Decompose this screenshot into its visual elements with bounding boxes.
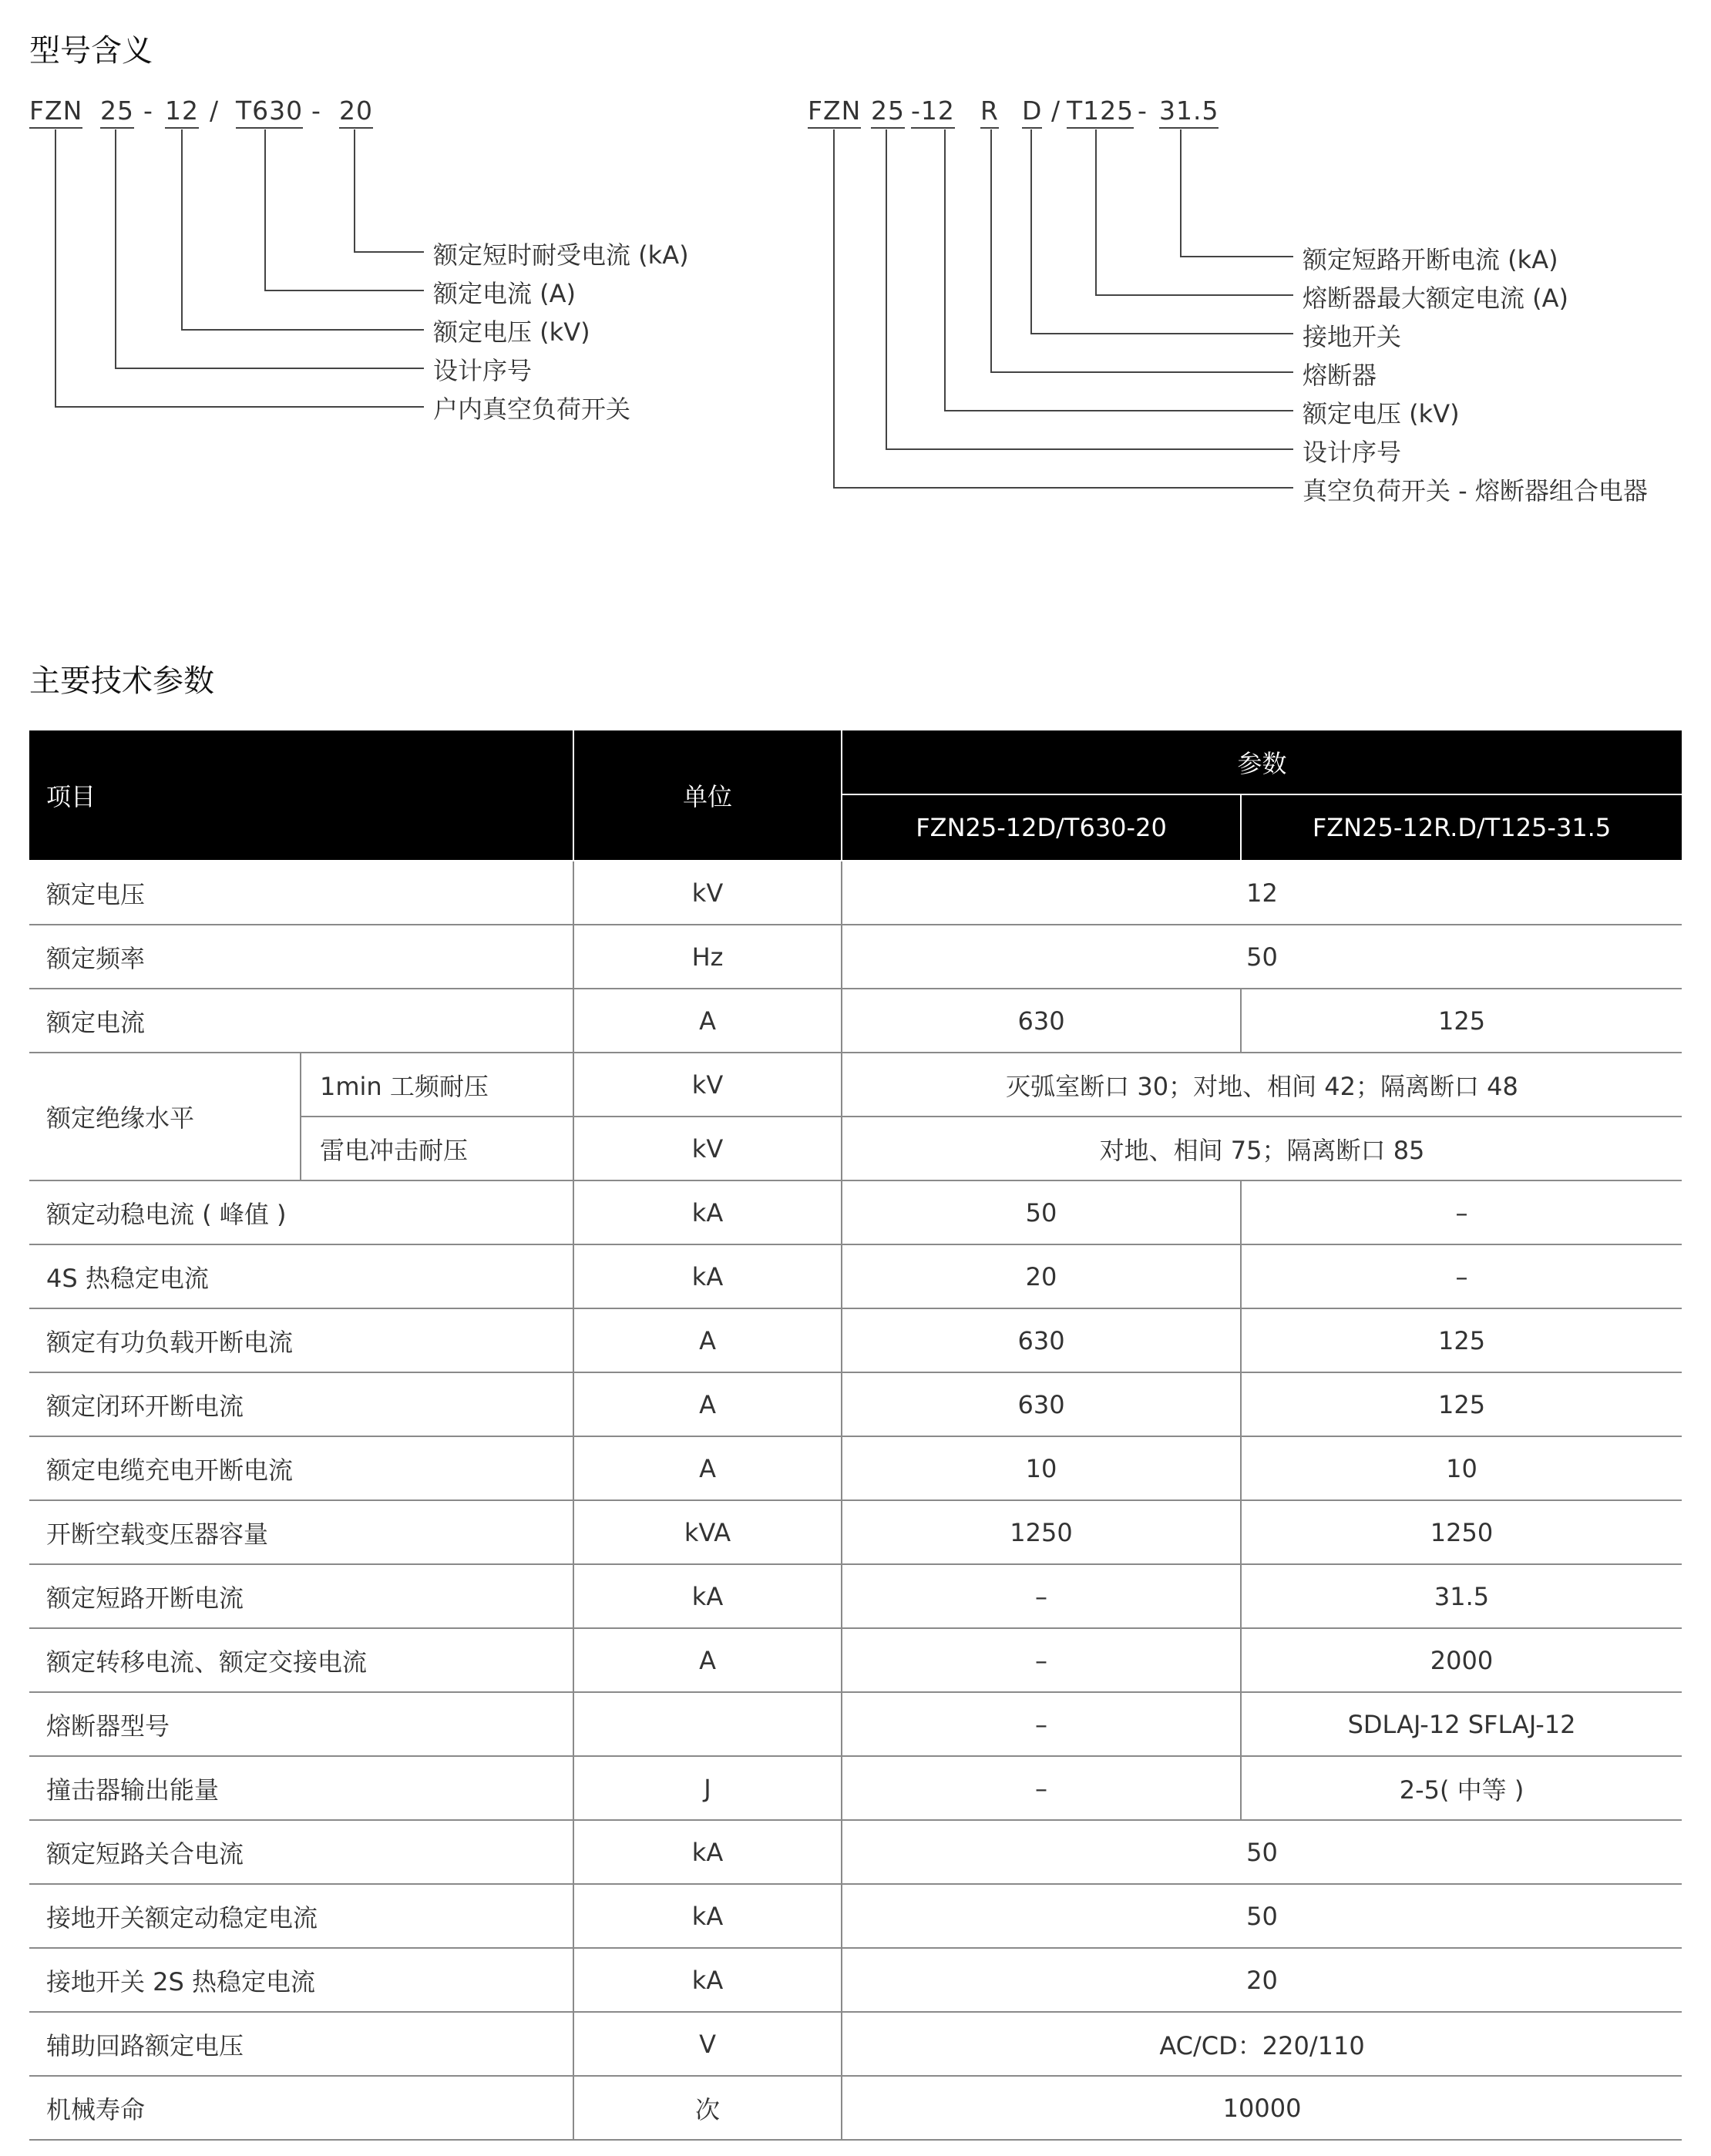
label-fuse: 熔断器 — [1303, 361, 1377, 390]
row-sub-item: 1min 工频耐压 — [301, 1053, 573, 1117]
row-unit: kA — [573, 1820, 842, 1884]
code-seg: T630 — [236, 96, 303, 129]
row-item: 接地开关额定动稳定电流 — [29, 1884, 573, 1948]
code-seg: 25 — [100, 96, 134, 129]
table-row — [29, 1053, 1682, 1117]
table-row — [29, 1692, 1682, 1756]
row-unit: J — [573, 1756, 842, 1820]
row-unit: A — [573, 1372, 842, 1436]
leader-line — [1181, 129, 1293, 257]
table-row — [29, 989, 1682, 1053]
row-value: 20 — [842, 1948, 1682, 2012]
table-row — [29, 1244, 1682, 1308]
leader-line — [55, 129, 424, 407]
row-value-a: 50 — [842, 1180, 1241, 1244]
row-value-b: 1250 — [1241, 1500, 1682, 1564]
row-value-a: – — [842, 1692, 1241, 1756]
row-item: 额定动稳电流 ( 峰值 ) — [29, 1180, 573, 1244]
code-seg: 31.5 — [1159, 96, 1219, 129]
table-row — [29, 861, 1682, 925]
code-seg: 25 — [871, 96, 905, 129]
table-row — [29, 2076, 1682, 2140]
code-seg: R — [980, 96, 999, 129]
row-unit: kVA — [573, 1500, 842, 1564]
leader-line — [116, 129, 424, 368]
row-unit: kA — [573, 1244, 842, 1308]
table-row — [29, 1180, 1682, 1244]
code-seg: / — [210, 96, 220, 126]
row-unit: kV — [573, 861, 842, 925]
label-load-switch: 户内真空负荷开关 — [433, 395, 631, 424]
header-unit: 单位 — [573, 730, 842, 861]
table-row — [29, 1500, 1682, 1564]
label-fuse-max-current: 熔断器最大额定电流 (A) — [1303, 284, 1569, 313]
row-item: 额定闭环开断电流 — [29, 1372, 573, 1436]
leader-line — [265, 129, 424, 290]
row-value-b: 125 — [1241, 989, 1682, 1053]
row-value: 50 — [842, 1820, 1682, 1884]
model-meaning-title: 型号含义 — [29, 33, 153, 69]
table-row — [29, 1436, 1682, 1500]
row-value-b: SDLAJ-12 SFLAJ-12 — [1241, 1692, 1682, 1756]
code-seg: FZN — [29, 96, 82, 129]
row-value: 50 — [842, 925, 1682, 989]
label-short-time-current: 额定短时耐受电流 (kA) — [433, 240, 689, 270]
row-value: 50 — [842, 1884, 1682, 1948]
table-row — [29, 1372, 1682, 1436]
row-item: 辅助回路额定电压 — [29, 2012, 573, 2076]
row-value: 对地、相间 75；隔离断口 85 — [842, 1117, 1682, 1180]
row-unit: kV — [573, 1117, 842, 1180]
header-model-b: FZN25-12R.D/T125-31.5 — [1241, 794, 1682, 861]
label-earthing-switch: 接地开关 — [1303, 322, 1402, 351]
code-seg: T125 — [1067, 96, 1134, 129]
row-item: 4S 热稳定电流 — [29, 1244, 573, 1308]
code-seg: FZN — [808, 96, 861, 129]
leader-line — [834, 129, 1293, 488]
row-value-a: – — [842, 1756, 1241, 1820]
row-item: 额定有功负载开断电流 — [29, 1308, 573, 1372]
code-seg: - — [311, 96, 321, 126]
table-row — [29, 1820, 1682, 1884]
label-short-circuit-breaking: 额定短路开断电流 (kA) — [1303, 245, 1558, 274]
row-unit: A — [573, 989, 842, 1053]
table-row — [29, 1308, 1682, 1372]
row-unit: kA — [573, 1180, 842, 1244]
code-seg: - — [143, 96, 153, 126]
header-model-a: FZN25-12D/T630-20 — [842, 794, 1241, 861]
row-item: 额定电压 — [29, 861, 573, 925]
row-value-a: 630 — [842, 1308, 1241, 1372]
table-row — [29, 1564, 1682, 1628]
leader-line — [945, 129, 1293, 411]
row-item: 接地开关 2S 热稳定电流 — [29, 1948, 573, 2012]
row-value-b: 2000 — [1241, 1628, 1682, 1692]
spec-table — [29, 730, 1682, 2141]
row-item: 机械寿命 — [29, 2076, 573, 2140]
row-value: 10000 — [842, 2076, 1682, 2140]
table-row — [29, 925, 1682, 989]
code-seg: 20 — [339, 96, 373, 129]
code-seg: / — [1051, 96, 1061, 126]
row-value-b: 125 — [1241, 1372, 1682, 1436]
row-item: 额定短路关合电流 — [29, 1820, 573, 1884]
main-params-title: 主要技术参数 — [29, 663, 214, 699]
leader-line — [1031, 129, 1293, 334]
label-rated-voltage: 额定电压 (kV) — [433, 317, 590, 347]
label-design-serial: 设计序号 — [433, 356, 533, 385]
row-unit: kA — [573, 1564, 842, 1628]
row-value: AC/CD：220/110 — [842, 2012, 1682, 2076]
row-unit: A — [573, 1308, 842, 1372]
row-value-a: 1250 — [842, 1500, 1241, 1564]
row-value-b: 125 — [1241, 1308, 1682, 1372]
table-row — [29, 1628, 1682, 1692]
row-unit: kA — [573, 1884, 842, 1948]
leader-line — [886, 129, 1293, 449]
row-value-a: – — [842, 1628, 1241, 1692]
row-unit: A — [573, 1436, 842, 1500]
code-seg: D — [1022, 96, 1042, 129]
table-row — [29, 2012, 1682, 2076]
row-item: 额定电流 — [29, 989, 573, 1053]
row-value-b: – — [1241, 1180, 1682, 1244]
row-item: 撞击器输出能量 — [29, 1756, 573, 1820]
row-sub-item: 雷电冲击耐压 — [301, 1117, 573, 1180]
row-unit: Hz — [573, 925, 842, 989]
label-rated-current: 额定电流 (A) — [433, 279, 576, 308]
row-value-b: – — [1241, 1244, 1682, 1308]
leader-line — [1096, 129, 1293, 295]
row-value: 灭弧室断口 30；对地、相间 42；隔离断口 48 — [842, 1053, 1682, 1117]
table-row — [29, 1884, 1682, 1948]
header-item: 项目 — [29, 730, 573, 861]
row-item: 额定转移电流、额定交接电流 — [29, 1628, 573, 1692]
table-row — [29, 1948, 1682, 2012]
row-value-a: 20 — [842, 1244, 1241, 1308]
code-seg: -12 — [911, 96, 955, 129]
row-unit: A — [573, 1628, 842, 1692]
label-design-serial: 设计序号 — [1303, 438, 1402, 467]
header-params: 参数 — [842, 730, 1682, 794]
row-item: 额定绝缘水平 — [29, 1053, 301, 1180]
row-unit: 次 — [573, 2076, 842, 2140]
leader-line — [355, 129, 424, 252]
row-unit: kA — [573, 1948, 842, 2012]
row-unit: V — [573, 2012, 842, 2076]
label-rated-voltage: 额定电压 (kV) — [1303, 399, 1460, 428]
row-unit — [573, 1692, 842, 1756]
leader-line — [991, 129, 1293, 372]
code-seg: 12 — [165, 96, 199, 129]
code-seg: - — [1138, 96, 1148, 126]
row-value: 12 — [842, 861, 1682, 925]
row-value-a: 10 — [842, 1436, 1241, 1500]
row-item: 额定频率 — [29, 925, 573, 989]
row-item: 额定电缆充电开断电流 — [29, 1436, 573, 1500]
row-value-a: 630 — [842, 989, 1241, 1053]
table-row — [29, 1756, 1682, 1820]
row-item: 额定短路开断电流 — [29, 1564, 573, 1628]
leader-line — [182, 129, 424, 330]
row-value-b: 31.5 — [1241, 1564, 1682, 1628]
row-value-b: 10 — [1241, 1436, 1682, 1500]
row-value-a: 630 — [842, 1372, 1241, 1436]
row-item: 熔断器型号 — [29, 1692, 573, 1756]
row-value-b: 2-5( 中等 ) — [1241, 1756, 1682, 1820]
row-item: 开断空载变压器容量 — [29, 1500, 573, 1564]
row-unit: kV — [573, 1053, 842, 1117]
label-combination-unit: 真空负荷开关 - 熔断器组合电器 — [1303, 476, 1648, 505]
row-value-a: – — [842, 1564, 1241, 1628]
